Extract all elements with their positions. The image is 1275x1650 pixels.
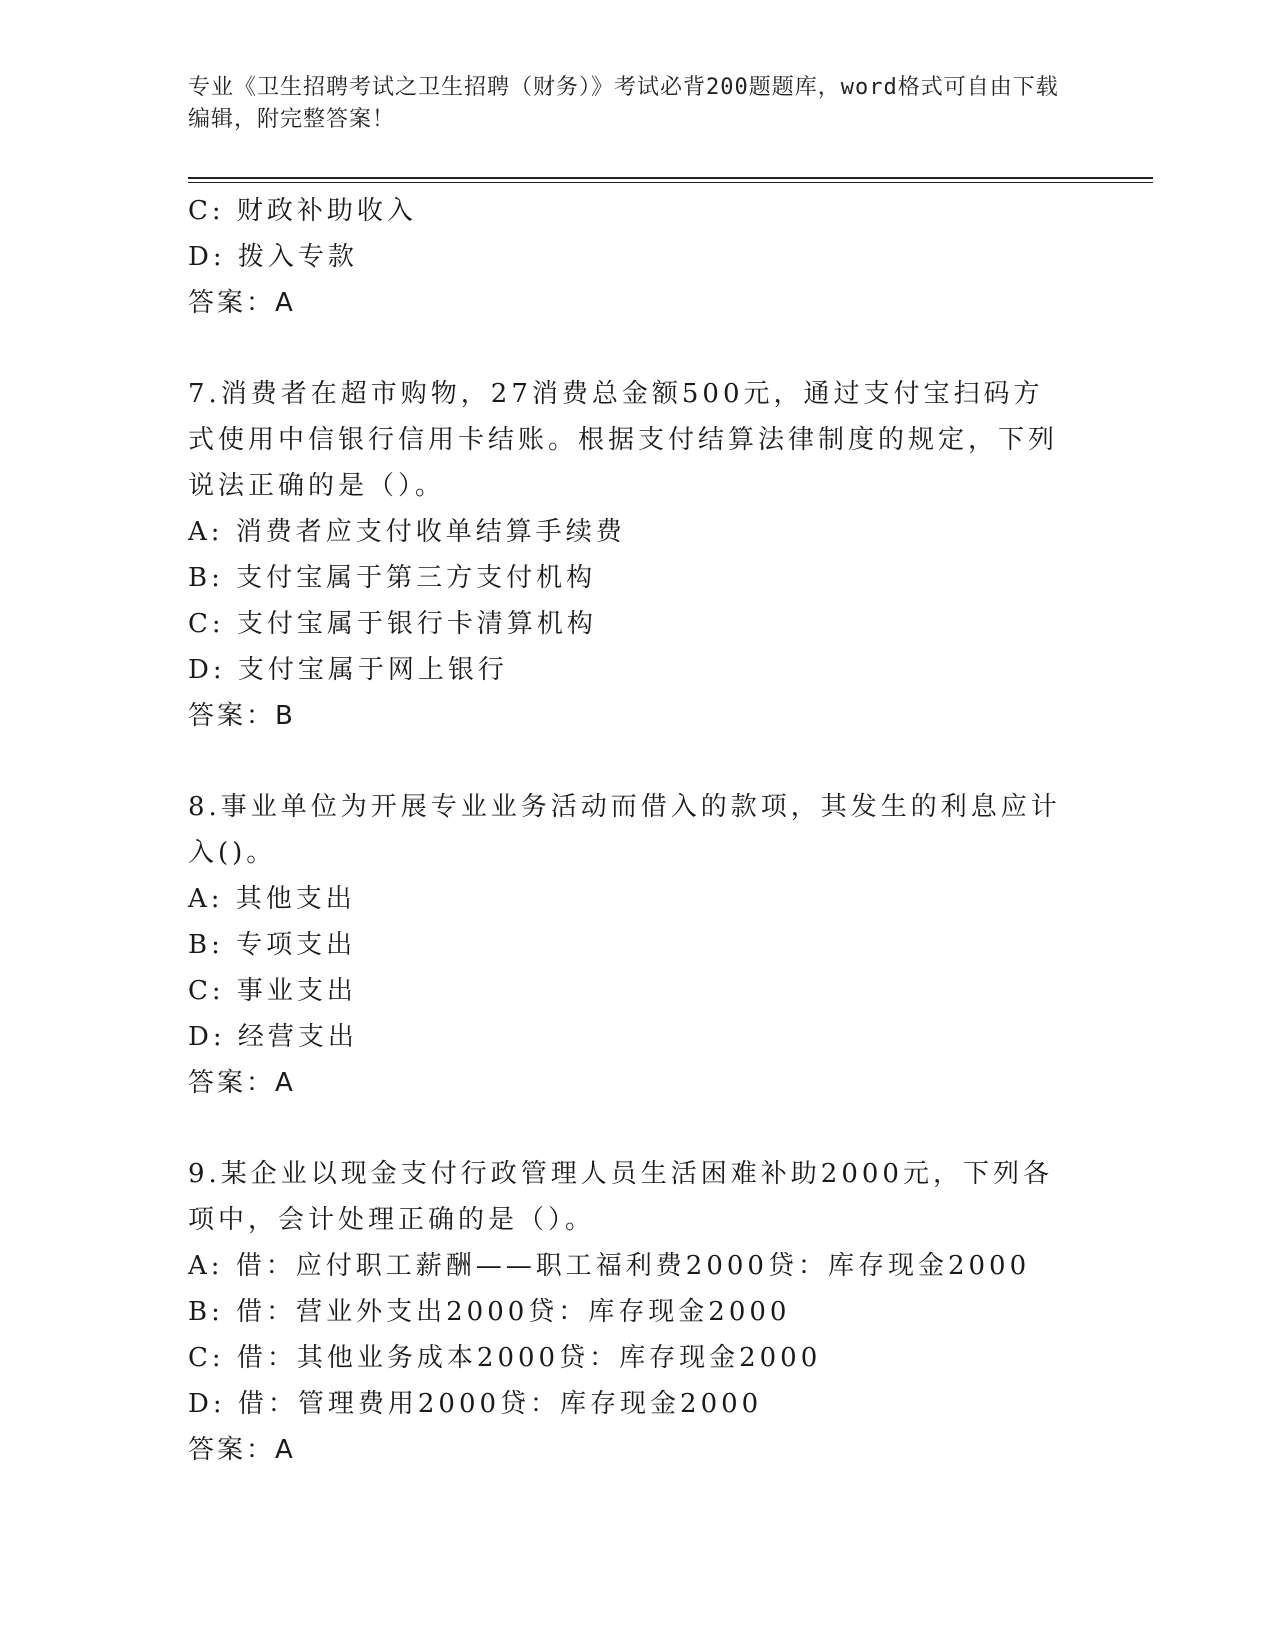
option-c: C: 事业支出 [188, 976, 357, 1006]
option-d: D: 借：管理费用2000贷：库存现金2000 [188, 1389, 763, 1419]
option-c: C: 借：其他业务成本2000贷：库存现金2000 [188, 1343, 822, 1373]
question-text: 9.某企业以现金支付行政管理人员生活困难补助2000元，下列各项中，会计处理正确的是（）。 [188, 1159, 1053, 1235]
answer: 答案：A [188, 1068, 296, 1098]
question-text: 8.事业单位为开展专业业务活动而借入的款项，其发生的利息应计入()。 [188, 792, 1061, 868]
header-divider-thin [188, 182, 1153, 183]
question-block-7 [188, 371, 1088, 739]
option-d: D: 支付宝属于网上银行 [188, 655, 508, 685]
option-c: C: 支付宝属于银行卡清算机构 [188, 609, 597, 639]
option-a: A: 消费者应支付收单结算手续费 [188, 517, 626, 547]
spacer [188, 1106, 1088, 1151]
question-block-prev [188, 188, 1088, 326]
option-b: B: 支付宝属于第三方支付机构 [188, 563, 597, 593]
option-a: A: 借：应付职工薪酬——职工福利费2000贷：库存现金2000 [188, 1251, 1031, 1281]
document-header: 专业《卫生招聘考试之卫生招聘（财务）》考试必背200题题库，word格式可自由下载编辑，附完整答案！ [188, 75, 1059, 132]
spacer [188, 739, 1088, 784]
option-d: D: 经营支出 [188, 1022, 358, 1052]
option-c: C: 财政补助收入 [188, 196, 417, 226]
spacer [188, 326, 1088, 371]
answer: 答案：B [188, 701, 296, 731]
option-a: A: 其他支出 [188, 884, 356, 914]
question-block-9 [188, 1151, 1088, 1473]
answer: 答案：A [188, 288, 296, 318]
option-b: B: 专项支出 [188, 930, 357, 960]
question-text: 7.消费者在超市购物，27消费总金额500元，通过支付宝扫码方式使用中信银行信用卡结账。根据支付结算法律制度的规定，下列说法正确的是（）。 [188, 379, 1059, 501]
answer: 答案：A [188, 1435, 296, 1465]
option-d: D: 拨入专款 [188, 242, 358, 272]
question-list [188, 188, 1088, 1473]
header-divider [188, 177, 1153, 179]
option-b: B: 借：营业外支出2000贷：库存现金2000 [188, 1297, 791, 1327]
question-block-8 [188, 784, 1088, 1106]
